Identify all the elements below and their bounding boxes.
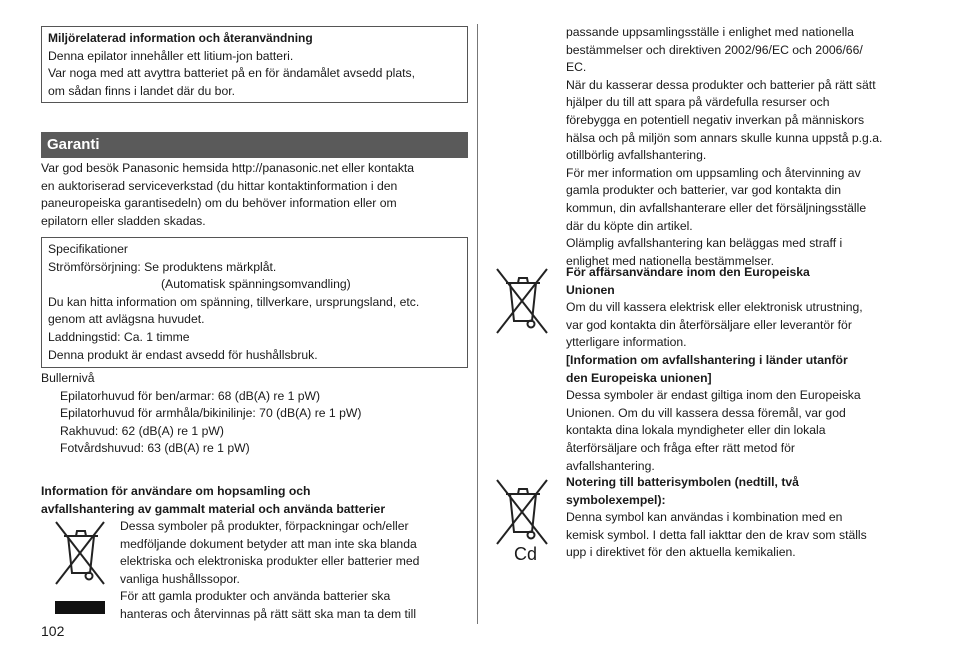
continuation-line: passande uppsamlingsställe i enlighet med nationella — [566, 25, 854, 39]
garanti-line: epilatorn eller sladden skadas. — [41, 213, 206, 228]
disposal-line: hanteras och återvinnas på rätt sätt ska man ta dem till — [120, 606, 417, 621]
crossed-out-wheelie-bin-icon — [491, 476, 553, 548]
noise-item: Fotvårdshuvud: 63 (dB(A) re 1 pW) — [60, 441, 250, 456]
specs-line: Laddningstid: Ca. 1 timme — [48, 329, 190, 344]
business-users-section — [566, 264, 926, 352]
specifications-box — [41, 237, 468, 368]
battery-symbol-line: upp i direktivet för den aktuella kemikalien. — [566, 545, 796, 560]
battery-box-line: Var noga med att avyttra batteriet på en för ändamålet avsedd plats, — [48, 66, 415, 81]
specs-power-line: Strömförsörjning: Se produktens märkplåt. — [48, 259, 277, 274]
garanti-line: en auktoriserad serviceverkstad (du hittar kontaktinformation i den — [41, 178, 398, 193]
battery-symbol-line: kemisk symbol. I detta fall iakttar den de krav som ställs — [566, 527, 867, 542]
noise-item: Epilatorhuvud för armhåla/bikinilinje: 70 (dB(A) re 1 pW) — [60, 406, 362, 421]
garanti-text — [41, 160, 468, 230]
disposal-line: medföljande dokument betyder att man inte ska blanda — [120, 536, 417, 551]
section-heading-garanti: Garanti — [41, 132, 468, 158]
disposal-heading — [41, 483, 471, 518]
battery-box-title: Miljörelaterad information och återanvändning — [48, 31, 313, 45]
outside-eu-heading: [Information om avfallshantering i länder utanför — [566, 353, 848, 367]
outside-eu-heading: den Europeiska unionen] — [566, 370, 712, 385]
disposal-line: elektriska och elektroniska produkter eller batterier med — [120, 554, 420, 569]
continuation-line: kommun, din avfallshanterare eller det försäljningsställe — [566, 200, 867, 215]
continuation-line: enlighet med nationella bestämmelser. — [566, 253, 774, 268]
continuation-line: bestämmelser och direktiven 2002/96/EC och 2006/66/ — [566, 42, 863, 57]
outside-eu-line: Dessa symboler är endast giltiga inom den Europeiska — [566, 388, 861, 403]
column-divider — [477, 24, 478, 624]
continuation-line: otillbörlig avfallshantering. — [566, 148, 707, 163]
disposal-line: Dessa symboler på produkter, förpackningar och/eller — [120, 519, 409, 533]
disposal-line: För att gamla produkter och använda batterier ska — [120, 589, 391, 604]
outside-eu-line: Unionen. Om du vill kassera dessa föremål, var god — [566, 405, 846, 420]
business-heading: Unionen — [566, 282, 615, 297]
crossed-out-wheelie-bin-icon — [50, 518, 110, 616]
garanti-line: paneuropeiska garantisedeln) om du behöver information eller om — [41, 196, 397, 211]
outside-eu-line: återförsäljare och fråga efter rätt metod för — [566, 440, 795, 455]
battery-box-line: Denna epilator innehåller ett litium-jon batteri. — [48, 48, 294, 63]
noise-level-section — [41, 370, 468, 458]
battery-environment-box — [41, 26, 468, 103]
continuation-line: hälsa och på miljön som annars skulle kunna uppstå p.g.a. — [566, 130, 883, 145]
battery-symbol-section — [566, 474, 926, 562]
disposal-text — [120, 518, 470, 624]
outside-eu-line: kontakta dina lokala myndigheter eller din lokala — [566, 423, 826, 438]
continuation-line: hjälper du till att spara på värdefulla resurser och — [566, 95, 830, 110]
outside-eu-line: avfallshantering. — [566, 458, 655, 473]
business-line: ytterligare information. — [566, 335, 687, 350]
continuation-line: För mer information om uppsamling och återvinning av — [566, 165, 861, 180]
crossed-out-wheelie-bin-icon — [491, 265, 553, 337]
disposal-heading-line: avfallshantering av gammalt material och använda batterier — [41, 501, 386, 516]
garanti-line: Var god besök Panasonic hemsida http://panasonic.net eller kontakta — [41, 161, 415, 175]
battery-symbol-heading: Notering till batterisymbolen (nedtill, två — [566, 475, 799, 489]
business-line: var god kontakta din återförsäljare eller leverantör för — [566, 317, 852, 332]
continuation-line: gamla produkter och batterier, var god kontakta din — [566, 183, 842, 198]
business-heading: För affärsanvändare inom den Europeiska — [566, 265, 810, 279]
specs-power-auto: (Automatisk spänningsomvandling) — [161, 277, 351, 292]
page-number: 102 — [41, 623, 65, 639]
specs-line: Du kan hitta information om spänning, tillverkare, ursprungsland, etc. — [48, 294, 420, 309]
disposal-line: vanliga hushållssopor. — [120, 571, 240, 586]
battery-box-line: om sådan finns i landet där du bor. — [48, 83, 235, 98]
noise-item: Epilatorhuvud för ben/armar: 68 (dB(A) re 1 pW) — [60, 388, 321, 403]
specs-line: genom att avlägsna huvudet. — [48, 312, 205, 327]
chemical-symbol-cd: Cd — [514, 544, 538, 564]
business-line: Om du vill kassera elektrisk eller elektronisk utrustning, — [566, 300, 863, 315]
specs-line: Denna produkt är endast avsedd för hushållsbruk. — [48, 347, 318, 362]
continuation-line: När du kasserar dessa produkter och batterier på rätt sätt — [566, 77, 876, 92]
continuation-line: där du köpte din artikel. — [566, 218, 693, 233]
disposal-heading-line: Information för användare om hopsamling och — [41, 484, 311, 498]
noise-label: Bullernivå — [41, 371, 95, 385]
battery-symbol-heading: symbolexempel): — [566, 492, 666, 507]
disposal-continuation — [566, 24, 926, 270]
continuation-line: EC. — [566, 60, 587, 75]
specs-title: Specifikationer — [48, 242, 128, 256]
noise-item: Rakhuvud: 62 (dB(A) re 1 pW) — [60, 423, 224, 438]
continuation-line: Olämplig avfallshantering kan beläggas med straff i — [566, 236, 843, 251]
continuation-line: förebygga en potentiell negativ inverkan på människors — [566, 112, 865, 127]
outside-eu-section — [566, 352, 926, 475]
battery-symbol-line: Denna symbol kan användas i kombination med en — [566, 510, 843, 525]
